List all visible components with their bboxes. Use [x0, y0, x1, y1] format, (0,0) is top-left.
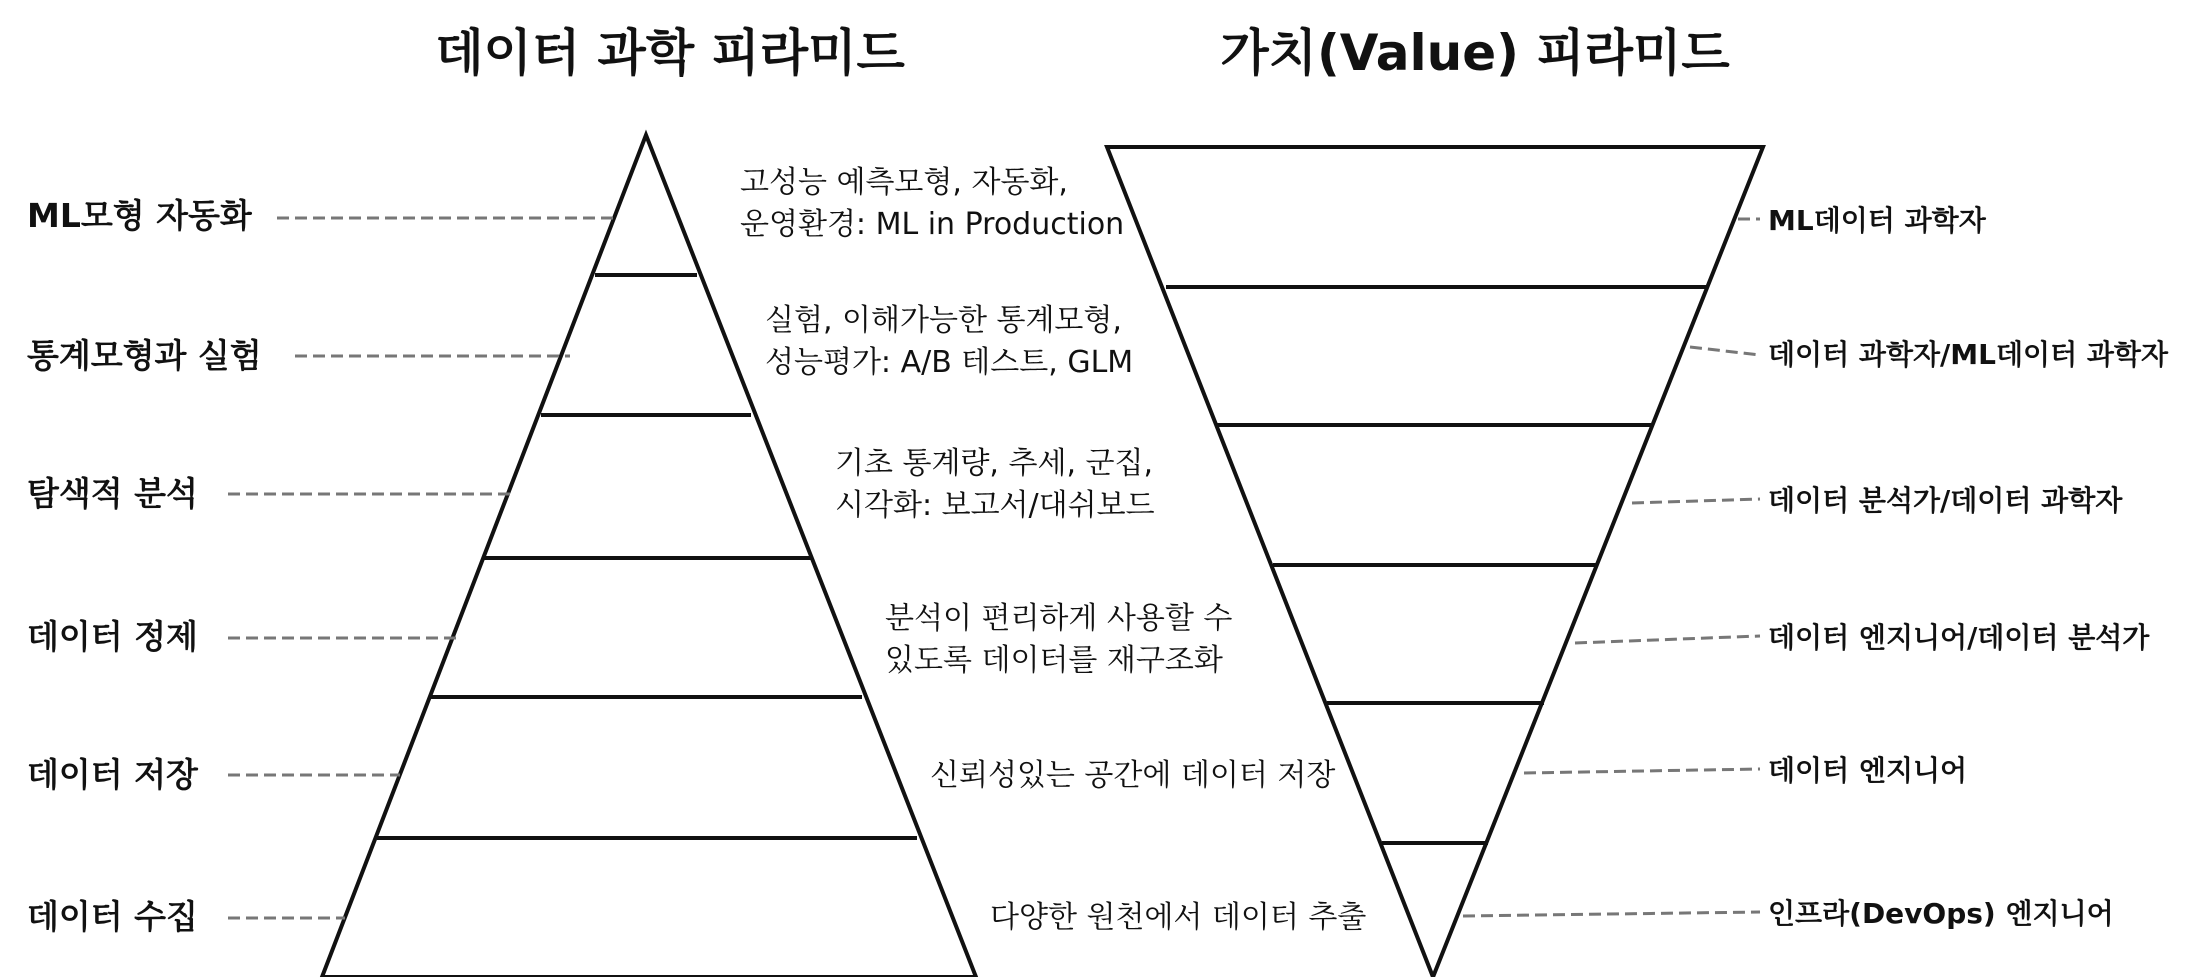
level-label: ML모형 자동화 — [27, 196, 252, 235]
leader-line — [1524, 769, 1760, 773]
role-label: 데이터 엔지니어/데이터 분석가 — [1768, 621, 2150, 654]
science-level-2 — [27, 303, 1133, 380]
level-label: 데이터 저장 — [27, 755, 198, 794]
value-role-5 — [1524, 754, 1967, 787]
science-pyramid-title: 데이터 과학 피라미드 — [435, 24, 905, 82]
value-role-3 — [1632, 484, 2123, 517]
leader-line — [1575, 636, 1760, 643]
leader-line — [1463, 912, 1760, 916]
role-label: 데이터 과학자/ML데이터 과학자 — [1768, 338, 2169, 371]
leader-line — [1632, 499, 1760, 503]
level-description: 실험, 이해가능한 통계모형, 성능평가: A/B 테스트, GLM — [765, 303, 1134, 380]
leader-line — [1690, 347, 1760, 355]
role-label: 데이터 엔지니어 — [1768, 754, 1968, 787]
level-label: 데이터 수집 — [27, 897, 198, 936]
role-label: 인프라(DevOps) 엔지니어 — [1768, 897, 2114, 930]
role-label: ML데이터 과학자 — [1768, 204, 1986, 237]
value-pyramid — [1107, 147, 1763, 977]
science-level-1 — [27, 165, 1124, 242]
science-level-5 — [27, 755, 1335, 794]
value-pyramid-title: 가치(Value) 피라미드 — [1220, 24, 1730, 82]
level-description: 신뢰성있는 공간에 데이터 저장 — [930, 758, 1336, 793]
science-level-4 — [27, 601, 1242, 678]
value-role-1 — [1738, 204, 1987, 237]
science-level-6 — [27, 897, 1366, 936]
science-pyramid — [322, 135, 976, 977]
science-level-3 — [27, 446, 1163, 523]
level-description: 분석이 편리하게 사용할 수 있도록 데이터를 재구조화 — [885, 601, 1233, 678]
level-label: 데이터 정제 — [27, 617, 198, 656]
level-description: 기초 통계량, 추세, 군집, 시각화: 보고서/대쉬보드 — [835, 446, 1155, 523]
level-label: 통계모형과 실험 — [27, 336, 262, 375]
value-role-4 — [1575, 621, 2150, 654]
value-role-2 — [1690, 338, 2169, 371]
role-label: 데이터 분석가/데이터 과학자 — [1768, 484, 2123, 517]
value-pyramid-outline — [1107, 147, 1763, 977]
level-description: 다양한 원천에서 데이터 추출 — [990, 900, 1367, 935]
level-label: 탐색적 분석 — [27, 474, 198, 513]
value-role-6 — [1463, 897, 2114, 930]
level-description: 고성능 예측모형, 자동화, 운영환경: ML in Production — [740, 165, 1125, 242]
